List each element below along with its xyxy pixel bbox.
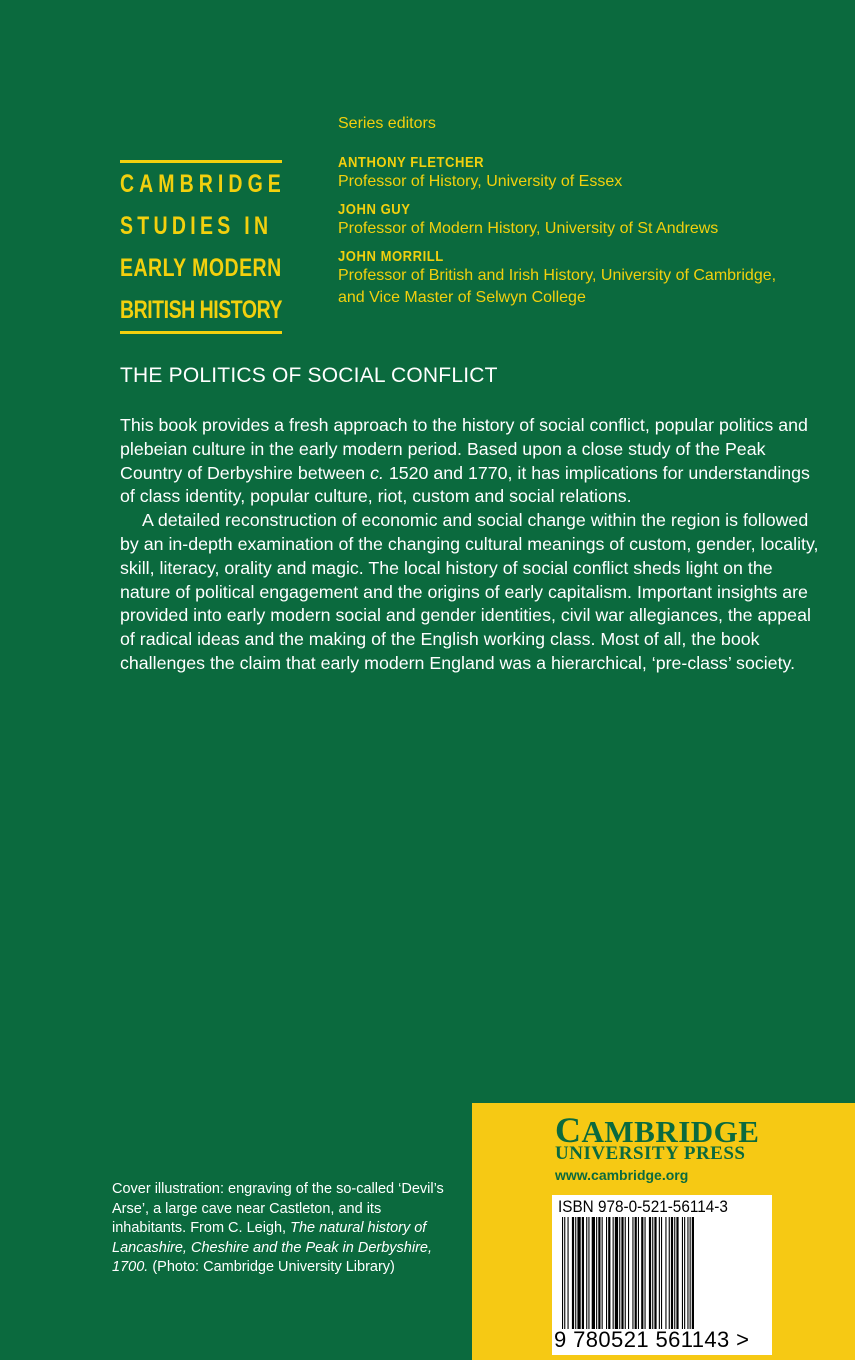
barcode-bar <box>684 1217 685 1329</box>
editor-name: JOHN GUY <box>338 202 411 218</box>
isbn-number: ISBN 978-0-521-56114-3 <box>558 1197 728 1216</box>
barcode-bar <box>692 1217 694 1329</box>
description-paragraph-1 <box>120 414 820 509</box>
barcode-bar <box>682 1217 683 1329</box>
logo-line-1: CAMBRIDGE <box>120 170 286 198</box>
barcode-bar <box>586 1217 587 1329</box>
description-text: This book provides a fresh approach to the history of social conflict, popular politics and plebeian culture in the early modern period. Based upon a close study of the Peak Country of Derbyshire between <box>120 415 808 483</box>
barcode-bar <box>654 1217 656 1329</box>
caption-text: Cover illustration: engraving of the so-called ‘Devil’s Arse’, a large cave near Castleton, and its inhabitants. From C. Leigh, <box>112 1181 444 1236</box>
barcode-bar <box>608 1217 610 1329</box>
editor-affiliation: Professor of British and Irish History, University of Cambridge, <box>338 267 777 284</box>
barcode-bar <box>588 1217 589 1329</box>
barcode-bar <box>577 1217 580 1329</box>
editor-entry <box>338 155 838 193</box>
barcode-bar <box>645 1217 646 1329</box>
series-editors <box>338 114 838 318</box>
barcode-bar <box>562 1217 563 1329</box>
editor-name: JOHN MORRILL <box>338 249 444 265</box>
editor-name: ANTHONY FLETCHER <box>338 155 485 171</box>
barcode-bar <box>690 1217 691 1329</box>
caption-text: (Photo: Cambridge University Library) <box>148 1259 395 1275</box>
book-title: THE POLITICS OF SOCIAL CONFLICT <box>120 364 498 387</box>
barcode-bar <box>625 1217 626 1329</box>
barcode-bar <box>619 1217 620 1329</box>
cover-illustration-caption <box>112 1180 447 1278</box>
editor-affiliation: Professor of Modern History, University of St Andrews <box>338 220 719 237</box>
series-editors-label: Series editors <box>338 115 436 132</box>
barcode-bar <box>598 1217 600 1329</box>
logo-line-3: EARLY MODERN <box>120 254 282 282</box>
barcode-bar <box>669 1217 670 1329</box>
barcode-bar <box>572 1217 574 1329</box>
barcode-bar <box>649 1217 651 1329</box>
barcode-bar <box>568 1217 569 1329</box>
barcode-bar <box>674 1217 675 1329</box>
editor-entry <box>338 202 838 240</box>
barcode-bar <box>621 1217 623 1329</box>
logo-line-4: BRITISH HISTORY <box>120 296 282 324</box>
book-description <box>120 414 820 676</box>
description-text: 1520 and 1770, it has implications for understandings of class identity, popular culture, riot, custom and social relations. <box>120 462 810 507</box>
barcode-bar <box>665 1217 666 1329</box>
editor-affiliation: Professor of History, University of Essex <box>338 173 623 190</box>
logo-line-2: STUDIES IN <box>120 212 273 240</box>
barcode-bar <box>596 1217 597 1329</box>
barcode-bar <box>687 1217 688 1329</box>
barcode-bar <box>661 1217 662 1329</box>
barcode-bar <box>628 1217 629 1329</box>
barcode-bar <box>641 1217 643 1329</box>
publisher-website: www.cambridge.org <box>555 1167 689 1183</box>
barcode-bars <box>562 1217 742 1329</box>
barcode-bar <box>635 1217 637 1329</box>
barcode-bar <box>632 1217 633 1329</box>
barcode-bar <box>575 1217 576 1329</box>
barcode-bar <box>659 1217 660 1329</box>
circa-abbreviation: c. <box>370 462 384 483</box>
publisher-subtitle: UNIVERSITY PRESS <box>555 1143 746 1164</box>
logo-bottom-rule <box>120 331 282 334</box>
publisher-block <box>472 1103 855 1360</box>
editor-affiliation: and Vice Master of Selwyn College <box>338 289 586 306</box>
editor-entry <box>338 249 838 309</box>
isbn-barcode <box>552 1195 772 1355</box>
barcode-bar <box>602 1217 603 1329</box>
barcode-bar <box>615 1217 618 1329</box>
barcode-bar <box>592 1217 595 1329</box>
barcode-bar <box>676 1217 678 1329</box>
barcode-bar <box>613 1217 614 1329</box>
barcode-bar <box>638 1217 639 1329</box>
barcode-bar <box>671 1217 673 1329</box>
caption-source-title: The natural history of Lancashire, Cheshire and the Peak in Derbyshire, 1700. <box>112 1220 432 1275</box>
publisher-name-initial: C <box>555 1110 582 1150</box>
publisher-name-rest: AMBRIDGE <box>581 1114 760 1149</box>
barcode-bar <box>564 1217 565 1329</box>
description-paragraph-2: A detailed reconstruction of economic and social change within the region is followed by an in-depth examination of the changing cultural meanings of custom, gender, locality, skill, literacy, orality and magic. The local history of social conflict sheds light on the nature of political engagement and the origins of early capitalism. Important insights are provided into early modern social and gender identities, civil war allegiances, the appeal of radical ideas and the making of the English working class. Most of all, the book challenges the claim that early modern England was a hierarchical, ‘pre-class’ society. <box>120 510 819 673</box>
barcode-digits: 9 780521 561143 > <box>554 1327 750 1352</box>
barcode-bar <box>582 1217 584 1329</box>
series-logo <box>120 160 286 334</box>
barcode-bar <box>652 1217 653 1329</box>
barcode-bar <box>606 1217 607 1329</box>
